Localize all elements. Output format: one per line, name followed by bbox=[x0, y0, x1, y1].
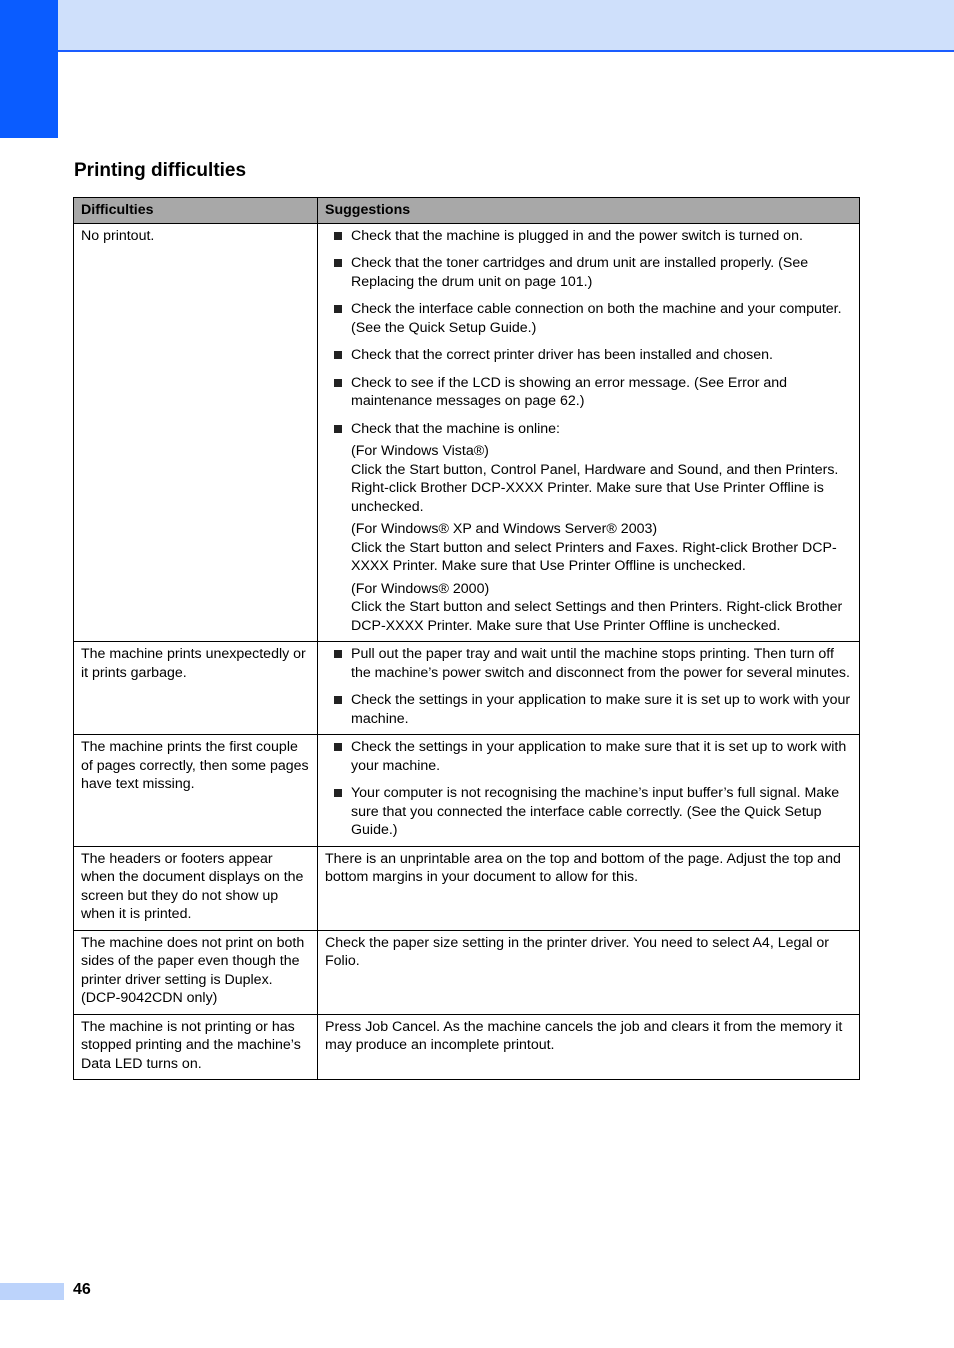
chapter-tab bbox=[0, 0, 58, 138]
difficulties-table bbox=[73, 197, 860, 1080]
w2000-heading: (For Windows® 2000) bbox=[351, 580, 490, 597]
difficulty-cell: The machine is not printing or has stopped printing and the machine’s Data LED turns on. bbox=[74, 1014, 318, 1080]
suggestion-list bbox=[325, 645, 852, 728]
list-item: Check that the machine is plugged in and the power switch is turned on. bbox=[325, 227, 852, 246]
xp-heading: (For Windows® XP and Windows Server® 2003) bbox=[351, 521, 658, 537]
list-item: Check the settings in your application to make sure that it is set up to work with your machine. bbox=[325, 738, 852, 775]
w2000-steps: Click the Start button and select Settings and then Printers. Right-click Brother DCP-XXXX Printer. Make sure that Use Printer Offline is unchecked. bbox=[351, 599, 843, 634]
suggestion-cell: There is an unprintable area on the top and bottom of the page. Adjust the top and bottom margins in your document to allow for this. bbox=[318, 846, 860, 930]
table-row bbox=[74, 846, 860, 930]
table-row bbox=[74, 642, 860, 735]
list-item: Check that the toner cartridges and drum unit are installed properly. (See Replacing the drum unit on page 101.) bbox=[325, 254, 852, 291]
difficulty-cell: The machine does not print on both sides of the paper even though the printer driver setting is Duplex. (DCP-9042CDN only) bbox=[74, 930, 318, 1014]
suggestion-cell bbox=[318, 642, 860, 735]
section-title: Printing difficulties bbox=[74, 160, 247, 181]
list-item: Check the settings in your application to make sure it is set up to work with your machine. bbox=[325, 691, 852, 728]
header-difficulties: Difficulties bbox=[74, 198, 318, 224]
vista-steps: Click the Start button, Control Panel, Hardware and Sound, and then Printers. Right-click Brother DCP-XXXX Printer. Make sure that Use Printer Offline is unchecked. bbox=[351, 461, 839, 515]
suggestion-cell: Check the paper size setting in the printer driver. You need to select A4, Legal or Folio. bbox=[318, 930, 860, 1014]
online-steps bbox=[351, 442, 852, 635]
table-row bbox=[74, 735, 860, 847]
table-header-row bbox=[74, 198, 860, 224]
difficulty-cell: The machine prints unexpectedly or it prints garbage. bbox=[74, 642, 318, 735]
difficulty-cell: The machine prints the first couple of pages correctly, then some pages have text missing. bbox=[74, 735, 318, 847]
list-item: Pull out the paper tray and wait until the machine stops printing. Then turn off the machine’s power switch and disconnect from the power for several minutes. bbox=[325, 645, 852, 682]
xp-steps: Click the Start button and select Printers and Faxes. Right-click Brother DCP-XXXX Printer. Make sure that Use Printer Offline is unchecked. bbox=[351, 539, 837, 574]
header-suggestions: Suggestions bbox=[318, 198, 860, 224]
vista-heading: (For Windows Vista®) bbox=[351, 443, 489, 459]
list-item bbox=[325, 420, 852, 636]
footer-bar bbox=[0, 1283, 64, 1300]
suggestion-cell: Press Job Cancel. As the machine cancels the job and clears it from the memory it may produce an incomplete printout. bbox=[318, 1014, 860, 1080]
list-item: Check to see if the LCD is showing an error message. (See Error and maintenance messages on page 62.) bbox=[325, 374, 852, 411]
list-item: Check the interface cable connection on both the machine and your computer. (See the Quick Setup Guide.) bbox=[325, 300, 852, 337]
difficulty-cell: The headers or footers appear when the document displays on the screen but they do not show up when it is printed. bbox=[74, 846, 318, 930]
table-row bbox=[74, 930, 860, 1014]
suggestion-list bbox=[325, 227, 852, 636]
page-number: 46 bbox=[73, 1281, 91, 1298]
header-band bbox=[0, 0, 954, 52]
table-row bbox=[74, 1014, 860, 1080]
difficulty-cell: No printout. bbox=[74, 223, 318, 642]
list-item: Your computer is not recognising the machine’s input buffer’s full signal. Make sure that you connected the interface cable correctly. (See the Quick Setup Guide.) bbox=[325, 784, 852, 840]
suggestion-list bbox=[325, 738, 852, 840]
suggestion-cell bbox=[318, 223, 860, 642]
list-item: Check that the correct printer driver has been installed and chosen. bbox=[325, 346, 852, 365]
online-check-label: Check that the machine is online: bbox=[351, 420, 560, 437]
table-row bbox=[74, 223, 860, 642]
suggestion-cell bbox=[318, 735, 860, 847]
